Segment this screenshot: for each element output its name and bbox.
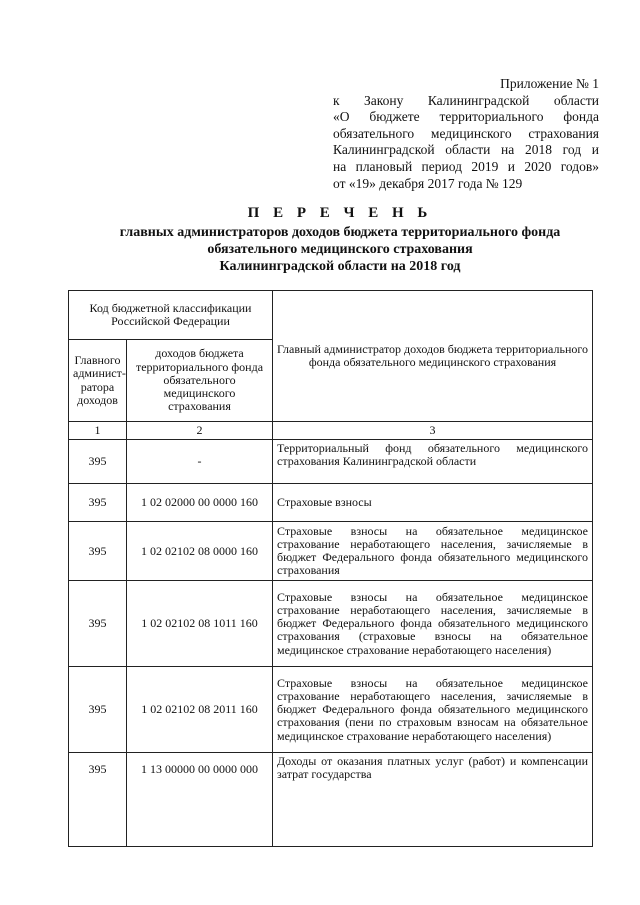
heading-line: обязательного медицинского страхования [207,242,473,257]
appendix-line: от «19» декабря 2017 года № 129 [333,175,523,191]
appendix-line: обязательного медицинского страхования [333,125,599,141]
admin-code-cell: 395 [69,581,127,667]
admin-name-cell: Страховые взносы на обязательное медицинское страхование неработающего населения, зачисляемые в бюджет Федерального фонда обязательного медицинского страхования [273,522,593,581]
document-title: П Е Р Е Ч Е Н Ь [247,205,433,221]
income-code-cell: 1 02 02000 00 0000 160 [127,484,273,522]
admin-name-cell: Доходы от оказания платных услуг (работ) и компенсации затрат государства [273,753,593,847]
column-number: 1 [69,422,127,440]
admin-name-cell: Территориальный фонд обязательного медицинского страхования Калининградской области [273,440,593,484]
header-col-admin: Главного админист-ратора доходов [69,340,127,422]
table-row [69,440,593,484]
header-col-code: доходов бюджета территориального фонда обязательного медицинского страхования [127,340,273,422]
admin-code-cell: 395 [69,484,127,522]
header-code-group: Код бюджетной классификации Российской Федерации [69,291,273,340]
admin-code-cell: 395 [69,440,127,484]
income-code-cell: 1 02 02102 08 1011 160 [127,581,273,667]
income-code-cell: - [127,440,273,484]
table-row [69,753,593,847]
header-admin: Главный администратор доходов бюджета территориального фонда обязательного медицинского страхования [273,291,593,422]
heading-line: главных администраторов доходов бюджета территориального фонда [119,225,561,240]
column-number: 2 [127,422,273,440]
appendix-line: к Закону Калининградской области [333,92,599,108]
income-code-cell: 1 13 00000 00 0000 000 [127,753,273,847]
income-code-cell: 1 02 02102 08 2011 160 [127,667,273,753]
income-code-cell: 1 02 02102 08 0000 160 [127,522,273,581]
appendix-line: Приложение № 1 [500,76,599,91]
admin-name-cell: Страховые взносы [273,484,593,522]
column-number: 3 [273,422,593,440]
table-row [69,484,593,522]
document-heading [40,205,640,275]
table-row [69,522,593,581]
table-row [69,581,593,667]
appendix-line: Калининградской области на 2018 год и [333,142,599,158]
admin-code-cell: 395 [69,667,127,753]
table-row [69,667,593,753]
heading-line: Калининградской области на 2018 год [219,259,461,274]
admin-code-cell: 395 [69,522,127,581]
administrators-table [68,290,593,847]
appendix-line: на плановый период 2019 и 2020 годов» [333,158,599,174]
admin-code-cell: 395 [69,753,127,847]
appendix-block [333,76,599,192]
appendix-line: «О бюджете территориального фонда [333,109,599,125]
admin-name-cell: Страховые взносы на обязательное медицинское страхование неработающего населения, зачисляемые в бюджет Федерального фонда обязательного медицинского страхования (страховые взносы на обязательное медицинское страхование неработающего населения) [273,581,593,667]
admin-name-cell: Страховые взносы на обязательное медицинское страхование неработающего населения, зачисляемые в бюджет Федерального фонда обязательного медицинского страхования (пени по страховым взносам на обязательное медицинское страхование неработающего населения) [273,667,593,753]
